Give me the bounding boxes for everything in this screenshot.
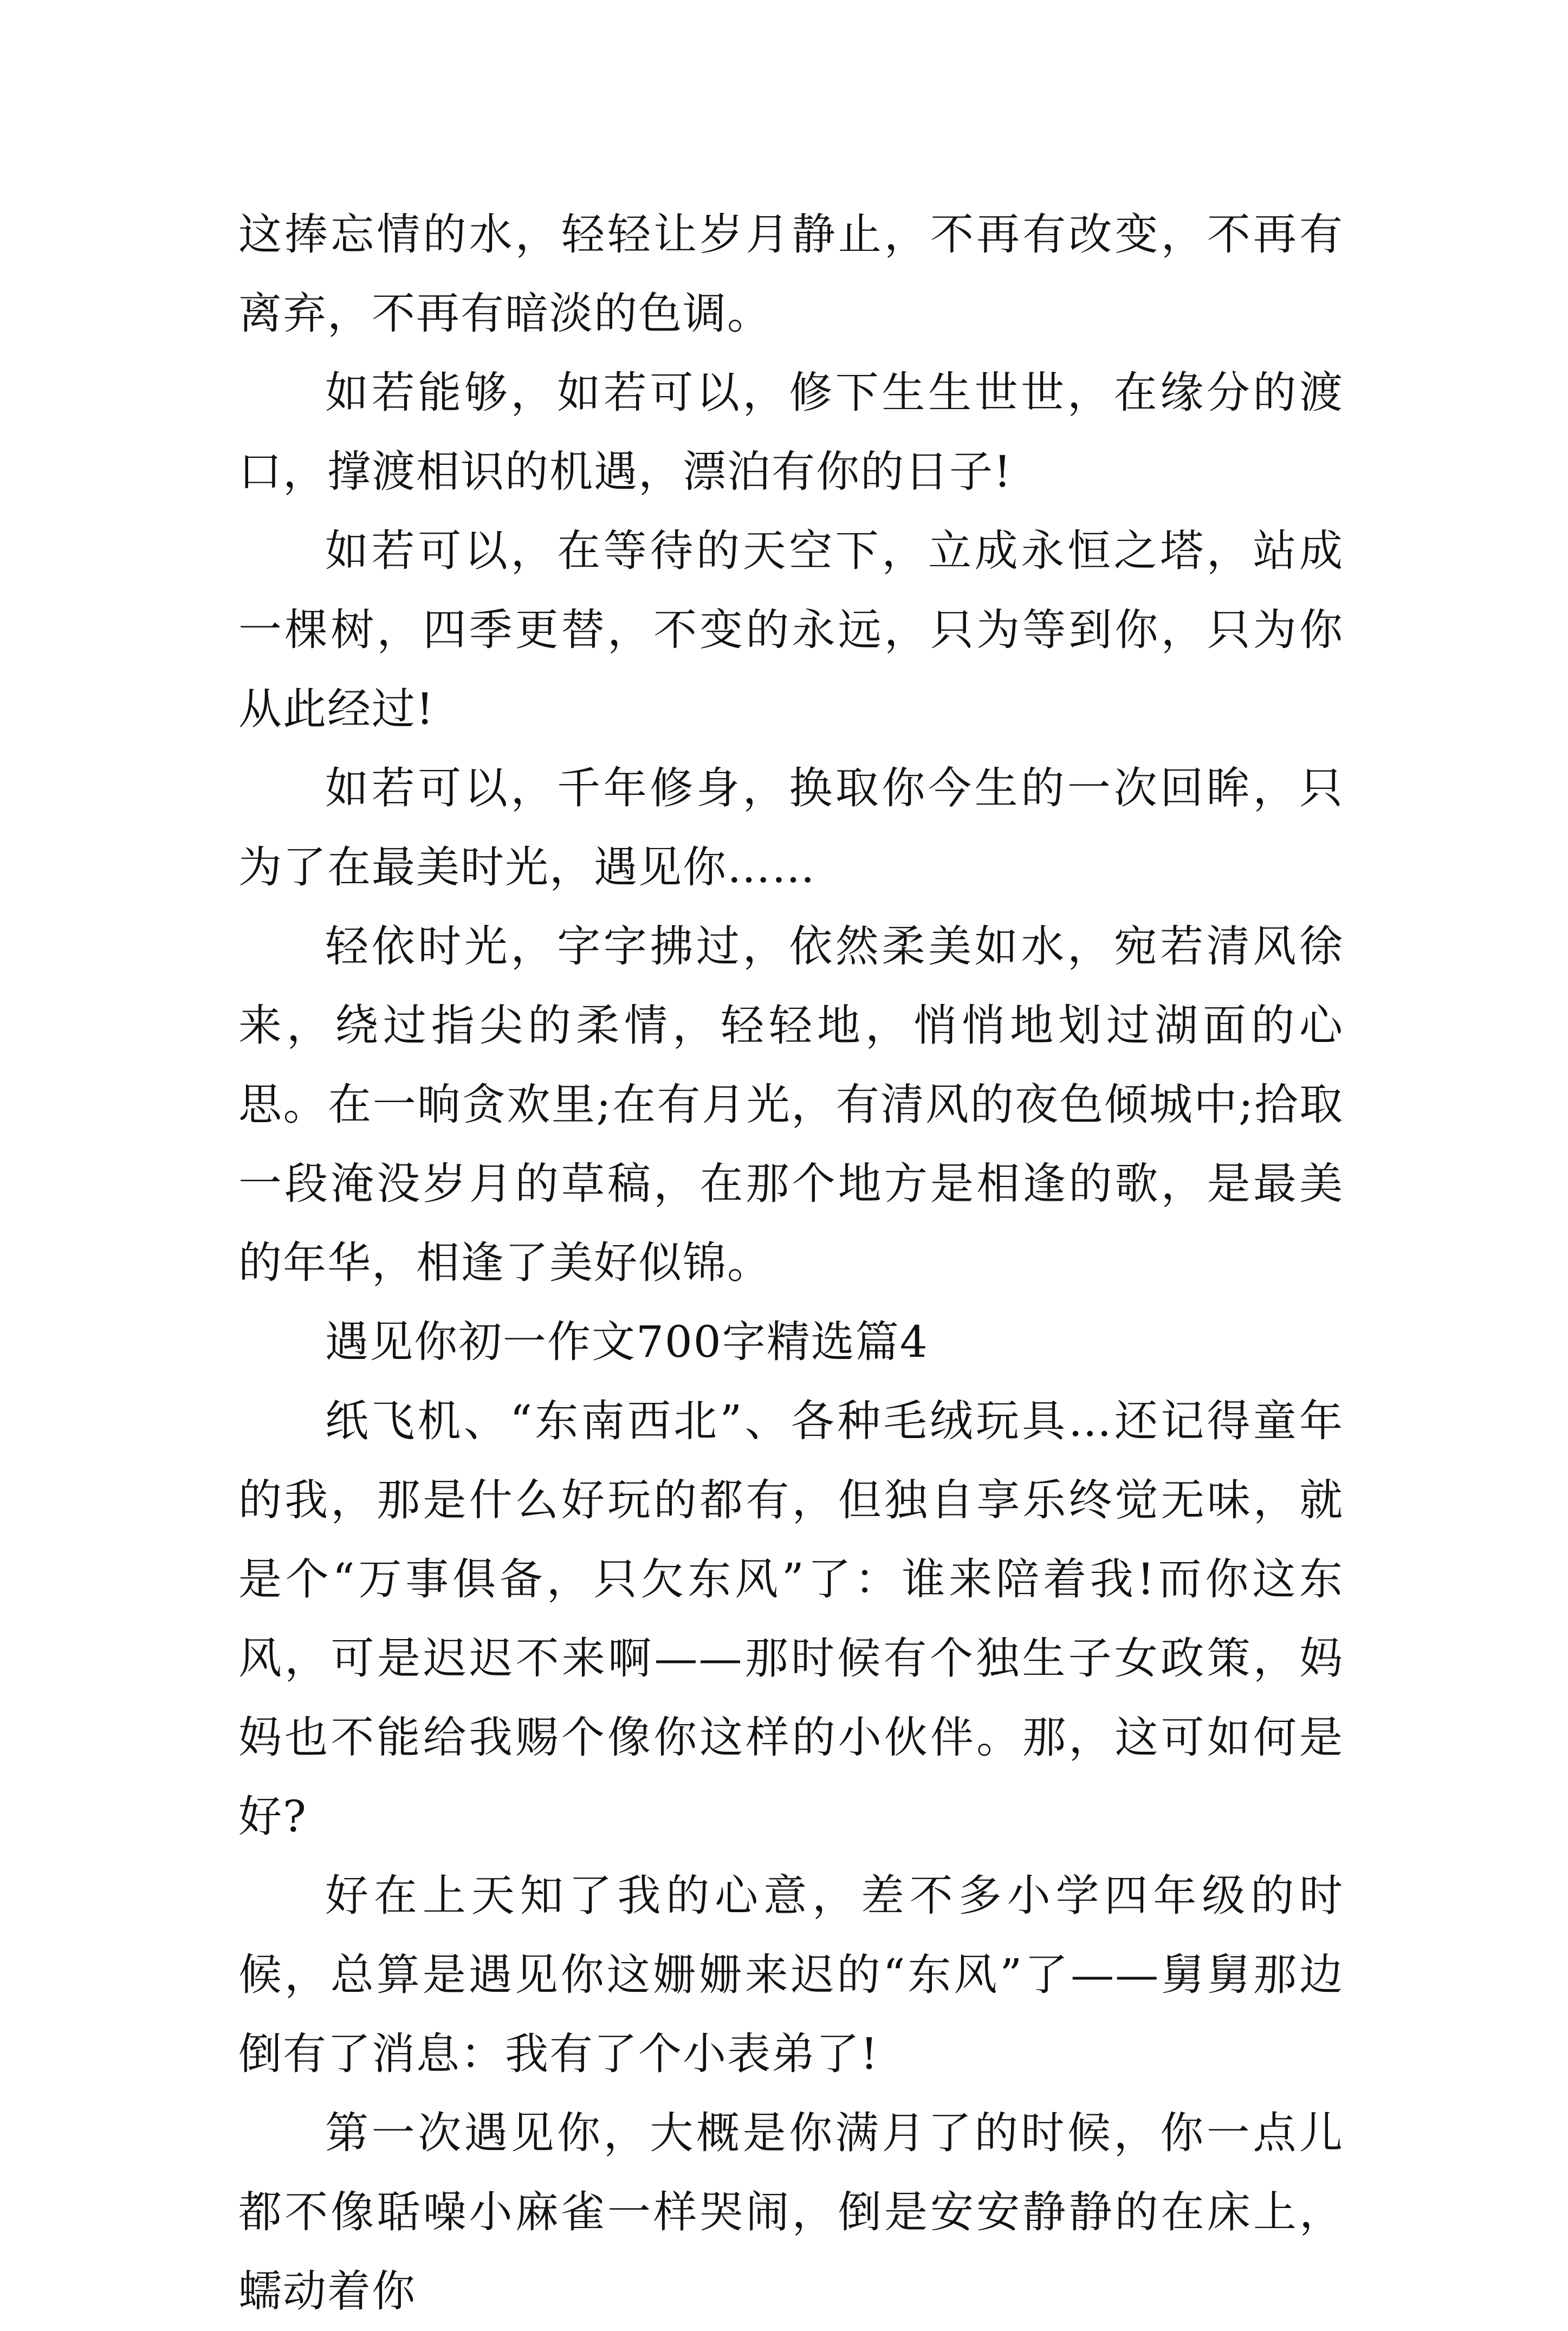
paragraph-3: 如若可以，在等待的天空下，立成永恒之塔，站成一棵树，四季更替，不变的永远，只为等到你，只为你从此经过! [238, 526, 1344, 734]
section-heading: 遇见你初一作文700字精选篇4 [325, 1317, 929, 1367]
paragraph-4: 如若可以，千年修身，换取你今生的一次回眸，只为了在最美时光，遇见你…… [238, 763, 1344, 892]
paragraph-7: 好在上天知了我的心意，差不多小学四年级的时候，总算是遇见你这姗姗来迟的“东风”了——舅舅那边倒有了消息：我有了个小表弟了! [238, 1870, 1344, 2079]
paragraph-8: 第一次遇见你，大概是你满月了的时候，你一点儿都不像聒噪小麻雀一样哭闹，倒是安安静静的在床上，蠕动着你 [238, 2108, 1344, 2316]
paragraph-2: 如若能够，如若可以，修下生生世世，在缘分的渡口，撑渡相识的机遇，漂泊有你的日子! [238, 367, 1344, 497]
paragraph-6: 纸飞机、“东南西北”、各种毛绒玩具…还记得童年的我，那是什么好玩的都有，但独自享乐终觉无味，就是个“万事俱备，只欠东风”了：谁来陪着我!而你这东风，可是迟迟不来啊——那时候有个独生子女政策，妈妈也不能给我赐个像你这样的小伙伴。那，这可如何是好? [238, 1396, 1344, 1842]
document-body [238, 195, 1344, 2331]
paragraph-1: 这捧忘情的水，轻轻让岁月静止，不再有改变，不再有离弃，不再有暗淡的色调。 [238, 209, 1344, 339]
paragraph-5: 轻依时光，字字拂过，依然柔美如水，宛若清风徐来，绕过指尖的柔情，轻轻地，悄悄地划过湖面的心思。在一晌贪欢里;在有月光，有清风的夜色倾城中;拾取一段淹没岁月的草稿，在那个地方是相逢的歌，是最美的年华，相逢了美好似锦。 [238, 921, 1344, 1288]
